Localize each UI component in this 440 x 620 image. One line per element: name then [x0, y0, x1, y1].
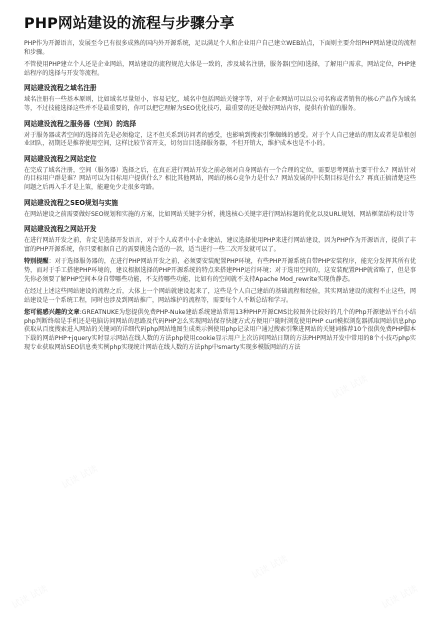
section-heading-domain: 网站建设流程之域名注册 [24, 84, 97, 93]
section-heading-positioning: 网站建设流程之网站定位 [24, 154, 97, 163]
section-heading-development: 网站建设流程之网站开发 [24, 225, 97, 234]
section-body-server: 对于服务器或者空间的选择首先是必须稳定，这不但关系到访问者的感受，也影响到搜索引擎蜘蛛的感受。对于个人自己建站的朋友或者是草根创业团队，初期还是推荐使用空间，这样比较节省开支，切勿盲目选择服务器，不但开销大，维护成本也是不小的。 [24, 131, 416, 148]
intro-paragraph: PHP作为开源语言，发展至今已有很多成熟的国内外开源系统，足以满足个人和企业用户自己建立WEB站点，下面则主要介绍PHP网站建设的流程和步骤。 [24, 40, 416, 56]
document-page [24, 14, 416, 356]
section-heading-server: 网站建设流程之服务器（空间）的选择 [24, 119, 137, 128]
overview-paragraph: 不管使用PHP建立个人还是企业网站，网站建设的流程规范大体是一致的，涉及域名注册，服务器(空间)选择，了解用户需求，网站定位，PHP建站程序的选择与开发等流程。 [24, 61, 416, 77]
section-body-seo: 在网站建设之前需要做好SEO规划和实施的方案，比如网站关键字分析，挑选核心关键字进行网站标题的优化以及URL规划、网站框架结构设计等 [24, 210, 415, 218]
closing-paragraph: 在经过上述这些网站建设的流程之后，大体上一个网站就建设起来了，这些是个人自己建站的基础流程和经验，其实网站建设的流程不止这些，网站建设是一个系统工程，同时也涉及到网站推广，网站维护的流程等，需要每个人不断总结和学习。 [24, 288, 416, 304]
related-articles [24, 309, 416, 352]
section-body-development: 在进行网站开发之前，肯定是选择开发语言，对于个人或者中小企业建站，建议选择使用PHP来进行网站建设，因为PHP作为开源语言，提供了丰富的PHP开源系统，你只要根据自己的需要挑选合适的一款，适当进行一些二次开发就可以了。 [24, 237, 416, 253]
section-body-domain: 域名注册有一些基本原则，比如域名尽量短小，容易记忆，域名中包括网站关键字等，对于企业网站可以以公司名称或者销售的核心产品作为域名等，不过技能选择这些并不是最重要的，你可以把它理解为SEO优化技巧，最重要的还是做好网站内容，提供有价值的服务。 [24, 96, 416, 112]
related-label: 您可能感兴趣的文章 [24, 309, 80, 317]
section-body-positioning: 在完成了域名注册，空间（服务器）选择之后，在真正进行网站开发之前必须对自身网站有一个合理的定位，需要思考网站主要干什么？网站针对的目标用户群是谁？网站可以为目标用户提供什么？相比其他网站，网站的核心竞争力是什么？网站发展的中长期目标是什么？再真正搞清楚这些问题之后再入手才是上策，能避免少走很多弯路。 [24, 166, 416, 191]
notice-label: 特别提醒 [24, 258, 49, 266]
page-title: PHP网站建设的流程与步骤分享 [24, 16, 235, 32]
notice-body: ：对于选择服务器的，在进行PHP网站开发之前，必须要安装配置PHP环境，有些PHP开源系统自带PHP安装程序，能充分发挥其所有优势，而对于手工搭建PHP环境的，建议根据选择的PHP开源系统的特点来搭建PHP运行环境；对于选用空间的，这安装配置PHP就省略了，但是事先你必须要了解PHP空间本身自带哪些功能，不支持哪些功能，比如有的空间就不支持Apache Mod_rewrite实现伪静态。 [24, 258, 417, 283]
section-heading-seo: 网站建设流程之SEO规划与实施 [24, 198, 118, 207]
related-body: :GREATNUKE为您提供免费PHP-Nuke建站系统建站常用13种PHP开源CMS比较图外比较好的几个的Php开源建站平台小结php判断终端是手机还是电脑访问网站的思路及代码PHP怎么实现网站保存快捷方式方便用户随时浏览使用PHP curl模拟浏览器抓取网站信息php获取从百度搜索进入网站的关键词的详细代码php网站地图生成类示例使用php记录用户通过搜索引擎进网站的关键词推荐10个很供免费PHP脚本下载的网站PHP+jquery实时显示网站在线人数的方法php使用cookie显示用户上次访问网站日期的方法PHP网站开发中常用的8个小技巧php实现专业获取网站SEO信息类实例php实现统计网站在线人数的方法php中smarty实现多模版网站的方法 [24, 309, 416, 351]
notice-paragraph [24, 258, 416, 284]
